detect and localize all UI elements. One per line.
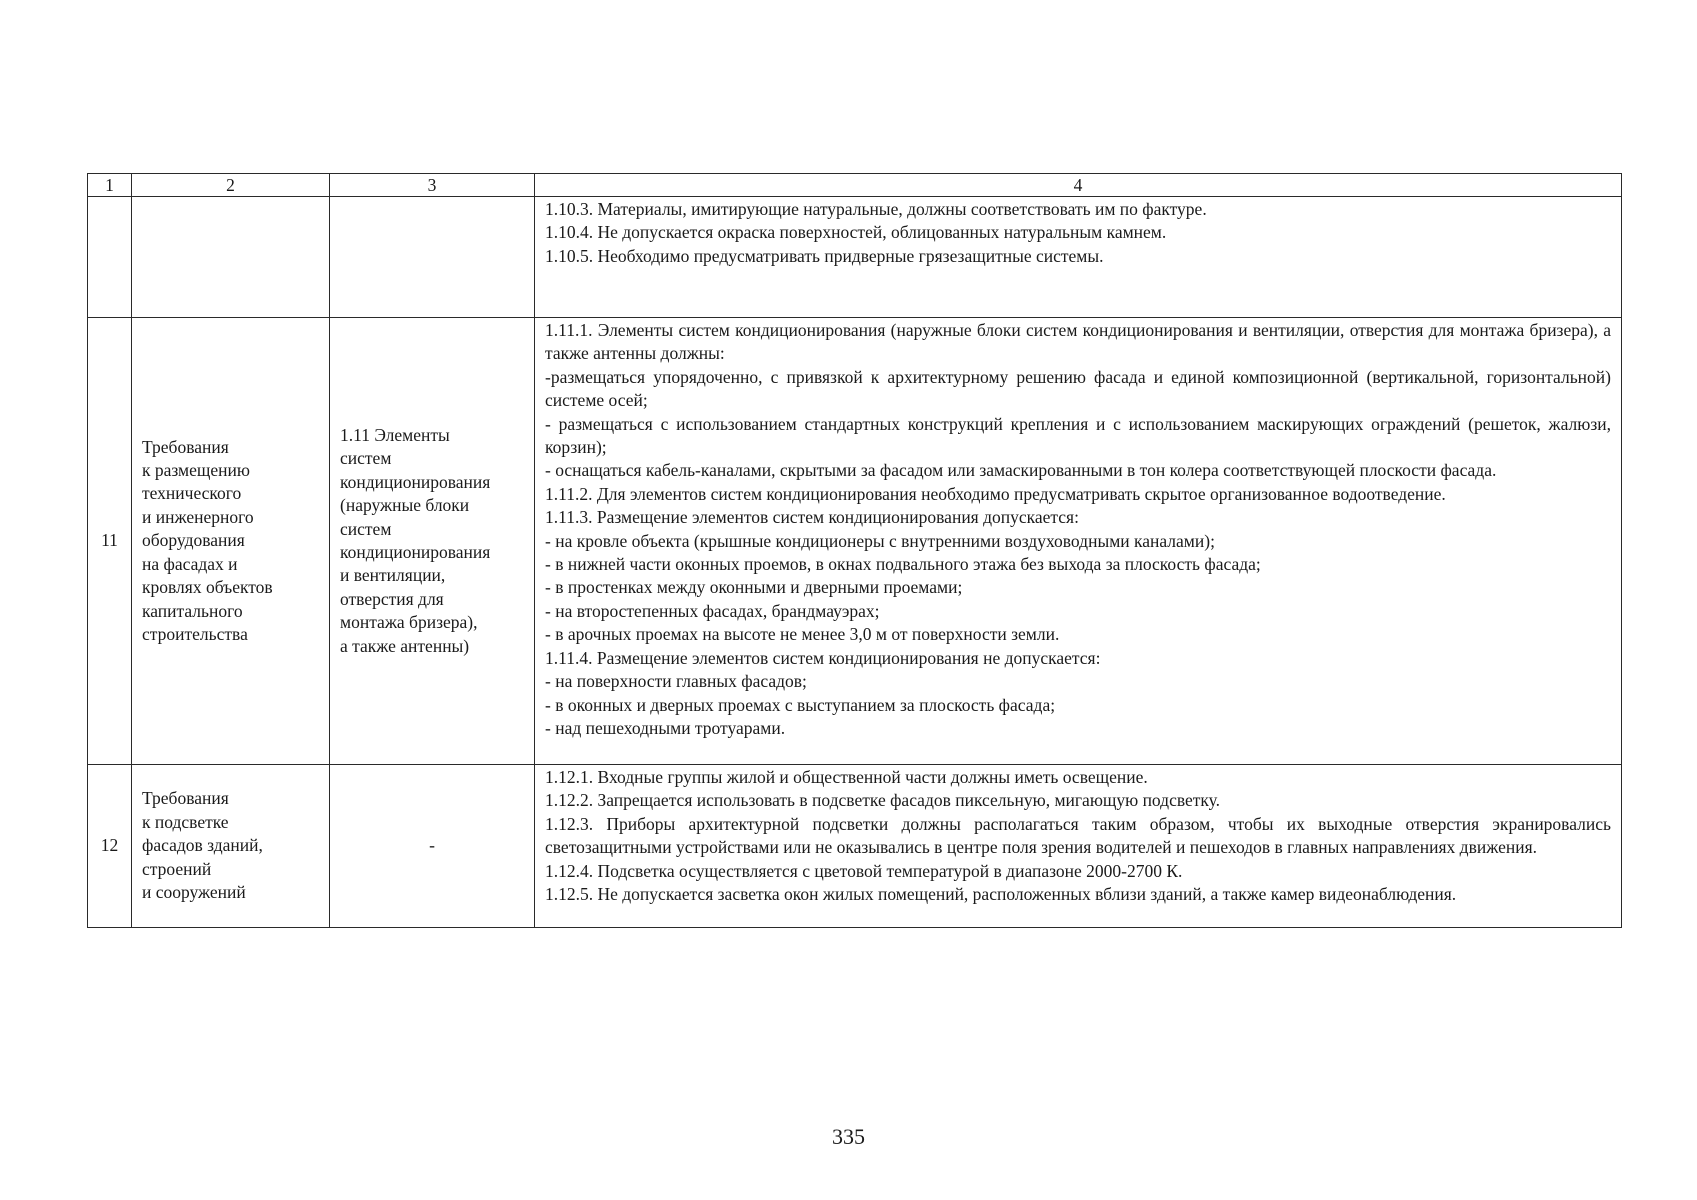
content-paragraph: 1.10.5. Необходимо предусматривать придверные грязезащитные системы.: [545, 245, 1104, 266]
name-line: строений: [142, 858, 212, 879]
name-line: кровлях объектов: [142, 577, 273, 598]
name-line: технического: [142, 483, 242, 504]
content-paragraph: 1.12.3. Приборы архитектурной подсветки должны располагаться таким образом, чтобы их выходные отверстия экранировались светозащитными устройствами или не оказывались в центре поля зрения водителей и пешеходов в главных направлениях движения.: [545, 813, 1611, 858]
content-paragraph: 1.12.1. Входные группы жилой и общественной части должны иметь освещение.: [545, 767, 1148, 787]
name-line: на фасадах и: [142, 553, 238, 574]
content-paragraph: - в простенках между оконными и дверными проемами;: [545, 577, 963, 598]
table-header-row: [88, 174, 1622, 197]
name-line: оборудования: [142, 530, 245, 551]
requirement-name-cell: [132, 318, 330, 765]
content-paragraph: 1.11.3. Размещение элементов систем кондиционирования допускается:: [545, 507, 1079, 528]
content-paragraph: - в оконных и дверных проемах с выступанием за плоскость фасада;: [545, 694, 1056, 715]
element-line: и вентиляции,: [340, 565, 446, 586]
element-cell: [330, 318, 535, 765]
row-number-cell: [88, 197, 132, 318]
page-number: 335: [832, 1124, 865, 1149]
element-line: 1.11 Элементы: [340, 424, 450, 445]
content-paragraph: - на поверхности главных фасадов;: [545, 671, 807, 692]
name-line: и инженерного: [142, 506, 254, 527]
content-paragraph: 1.10.4. Не допускается окраска поверхностей, облицованных натуральным камнем.: [545, 222, 1167, 243]
name-line: к размещению: [142, 460, 250, 481]
content-paragraph: - в арочных проемах на высоте не менее 3,0 м от поверхности земли.: [545, 624, 1060, 645]
column-header-4: 4: [535, 174, 1622, 197]
element-line: (наружные блоки: [340, 495, 470, 516]
content-paragraph: 1.11.2. Для элементов систем кондиционирования необходимо предусматривать скрытое организованное водоотведение.: [545, 483, 1446, 504]
content-paragraph: 1.10.3. Материалы, имитирующие натуральные, должны соответствовать им по фактуре.: [545, 199, 1207, 219]
content-paragraph: - над пешеходными тротуарами.: [545, 717, 786, 738]
content-paragraph: -размещаться упорядоченно, с привязкой к архитектурному решению фасада и единой композиционной (вертикальной, горизонтальной) системе осей;: [545, 366, 1611, 411]
name-line: строительства: [142, 623, 248, 644]
requirement-content-cell: [535, 765, 1622, 928]
content-paragraph: 1.11.4. Размещение элементов систем кондиционирования не допускается:: [545, 647, 1101, 668]
name-line: и сооружений: [142, 882, 246, 903]
requirement-name-cell: [132, 197, 330, 318]
element-line: отверстия для: [340, 588, 444, 609]
element-line: систем: [340, 448, 392, 469]
content-paragraph: 1.12.4. Подсветка осуществляется с цветовой температурой в диапазоне 2000-2700 К.: [545, 860, 1183, 881]
row-number-cell: 11: [88, 318, 132, 765]
name-line: к подсветке: [142, 811, 229, 832]
element-line: а также антенны): [340, 635, 470, 656]
content-paragraph: - на второстепенных фасадах, брандмауэрах;: [545, 600, 880, 621]
requirement-name-cell: [132, 765, 330, 928]
name-line: капитального: [142, 600, 243, 621]
table-row: [88, 318, 1622, 765]
element-line: кондиционирования: [340, 471, 491, 492]
element-line: кондиционирования: [340, 542, 491, 562]
column-header-2: 2: [132, 174, 330, 197]
name-line: фасадов зданий,: [142, 835, 263, 856]
requirement-content-cell: [535, 318, 1622, 765]
table-row: [88, 765, 1622, 928]
row-number-cell: 12: [88, 765, 132, 928]
requirement-content-cell: [535, 197, 1622, 318]
name-line: Требования: [142, 788, 229, 809]
column-header-1: 1: [88, 174, 132, 197]
content-paragraph: - оснащаться кабель-каналами, скрытыми за фасадом или замаскированными в тон колера соответствующей плоскости фасада.: [545, 460, 1497, 481]
content-paragraph: - размещаться с использованием стандартных конструкций крепления и с использованием маскирующих ограждений (решеток, жалюзи, корзин);: [545, 413, 1611, 458]
content-paragraph: 1.12.2. Запрещается использовать в подсветке фасадов пиксельную, мигающую подсветку.: [545, 790, 1221, 811]
content-paragraph: 1.12.5. Не допускается засветка окон жилых помещений, расположенных вблизи зданий, а также камер видеонаблюдения.: [545, 884, 1457, 905]
element-line: систем: [340, 518, 392, 539]
element-line: монтажа бризера),: [340, 612, 478, 633]
element-cell: [330, 197, 535, 318]
table-row: [88, 197, 1622, 318]
content-paragraph: 1.11.1. Элементы систем кондиционирования (наружные блоки систем кондиционирования и вентиляции, отверстия для монтажа бризера), а также антенны должны:: [545, 320, 1611, 364]
regulations-table: [87, 173, 1622, 928]
column-header-3: 3: [330, 174, 535, 197]
content-paragraph: - в нижней части оконных проемов, в окнах подвального этажа без выхода за плоскость фасада;: [545, 554, 1261, 575]
content-paragraph: - на кровле объекта (крышные кондиционеры с внутренними воздуховодными каналами);: [545, 530, 1215, 551]
name-line: Требования: [142, 436, 229, 457]
element-cell: -: [330, 765, 535, 928]
